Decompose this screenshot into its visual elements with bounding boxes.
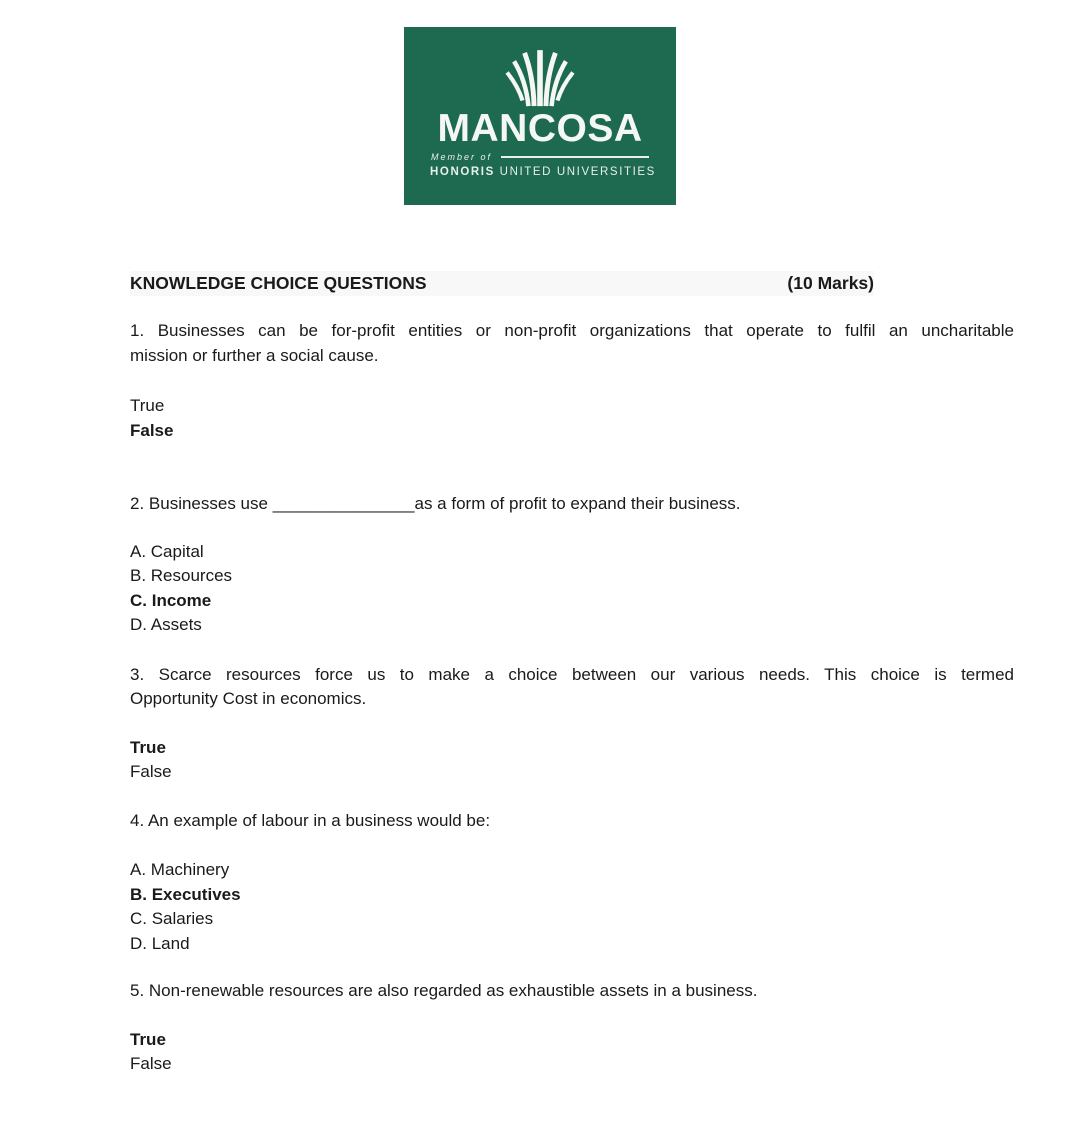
logo-honoris-rest-label: UNITED UNIVERSITIES [494, 166, 656, 178]
option-a: A. Capital [130, 541, 204, 561]
question-5-options [130, 1028, 1014, 1077]
section-heading-row [130, 271, 874, 296]
logo-divider-line [501, 156, 649, 158]
question-3-line-2: Opportunity Cost in economics. [130, 689, 367, 708]
logo-honoris-label: HONORIS [430, 166, 495, 178]
option-false: False [130, 762, 172, 781]
mancosa-palm-emblem-icon [505, 43, 575, 109]
option-a: A. Machinery [130, 860, 230, 879]
question-3-text [130, 663, 1014, 712]
option-true: True [130, 396, 165, 415]
question-2-options [130, 540, 1014, 638]
question-3-options [130, 736, 1014, 785]
section-marks: (10 Marks) [787, 273, 874, 293]
section-title: KNOWLEDGE CHOICE QUESTIONS [130, 273, 427, 293]
option-true: True [130, 737, 166, 757]
question-1-text [130, 319, 1014, 368]
question-1-line-1: 1. Businesses can be for-profit entities or non-profit organizations that operate to fulfil an uncharitable [130, 321, 1014, 340]
option-false: False [130, 420, 174, 440]
question-4-options [130, 858, 1014, 956]
option-c: C. Income [130, 590, 212, 610]
question-5-text: 5. Non-renewable resources are also regarded as exhaustible assets in a business. [130, 981, 758, 1000]
question-2-text: 2. Businesses use _______________as a form of profit to expand their business. [130, 494, 741, 513]
logo-honoris-line [430, 166, 656, 178]
option-d: D. Land [130, 933, 190, 953]
option-d: D. Assets [130, 615, 202, 634]
question-4-text: 4. An example of labour in a business would be: [130, 810, 491, 830]
option-false: False [130, 1054, 172, 1073]
option-true: True [130, 1029, 166, 1049]
option-c: C. Salaries [130, 909, 214, 928]
question-1-options [130, 394, 1014, 443]
question-3-line-1: 3. Scarce resources force us to make a choice between our various needs. This choice is termed [130, 664, 1014, 684]
option-b: B. Executives [130, 884, 241, 904]
question-1-line-2: mission or further a social cause. [130, 345, 379, 365]
logo-wordmark: MANCOSA [437, 107, 643, 150]
option-b: B. Resources [130, 566, 233, 585]
quiz-document-page [0, 27, 1080, 1122]
mancosa-logo [404, 27, 676, 205]
document-body [0, 271, 1080, 1077]
logo-member-of-label: Member of [431, 152, 493, 162]
logo-member-row [431, 152, 649, 162]
